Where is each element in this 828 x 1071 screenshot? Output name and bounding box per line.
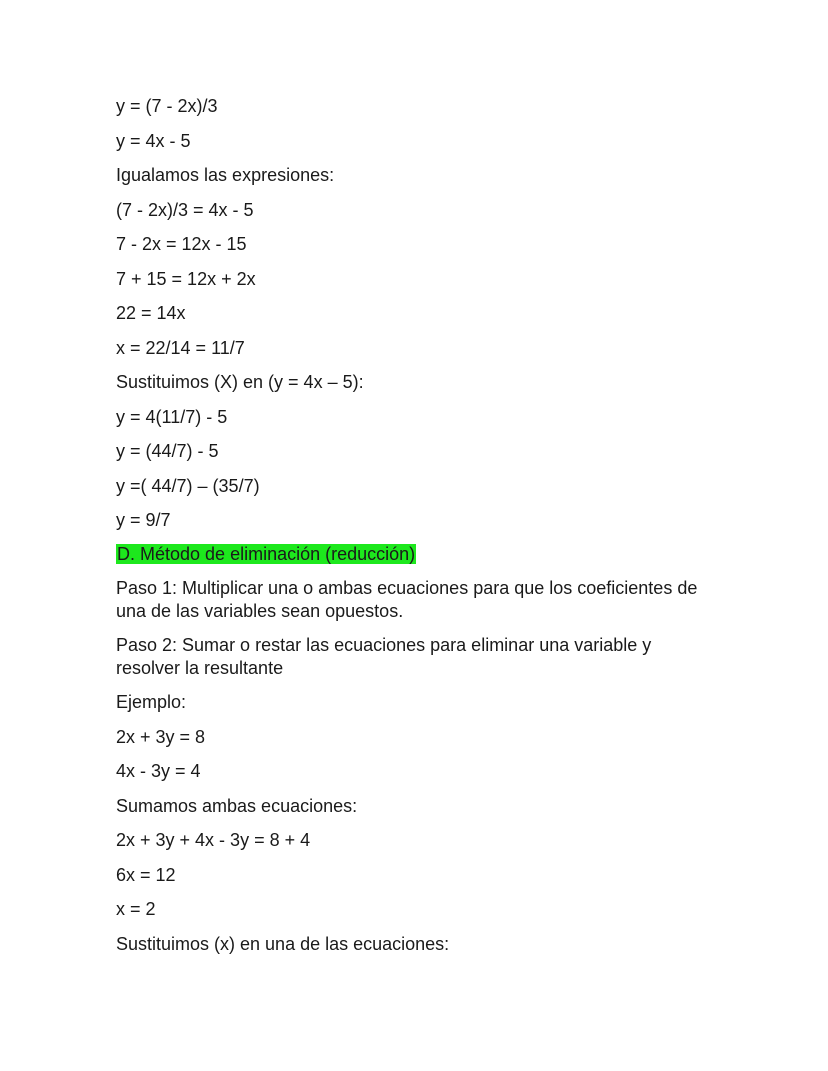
equation-line: 6x = 12 [116,865,176,885]
equation-line: (7 - 2x)/3 = 4x - 5 [116,200,254,220]
step-paragraph: Paso 2: Sumar o restar las ecuaciones para eliminar una variable y resolver la resultante [116,635,652,678]
text-line: Sustituimos (X) en (y = 4x – 5): [116,372,364,392]
equation-line: x = 2 [116,899,156,919]
step-paragraph: Paso 1: Multiplicar una o ambas ecuaciones para que los coeficientes de una de las variables sean opuestos. [116,578,698,621]
section-heading [116,543,416,566]
equation-line: y = 9/7 [116,510,171,530]
equation-line: y = (7 - 2x)/3 [116,96,218,116]
text-line: Sumamos ambas ecuaciones: [116,796,358,816]
text-line: Sustituimos (x) en una de las ecuaciones: [116,934,450,954]
equation-line: x = 22/14 = 11/7 [116,338,245,358]
equation-line: 2x + 3y + 4x - 3y = 8 + 4 [116,830,311,850]
equation-line: 7 - 2x = 12x - 15 [116,234,247,254]
equation-line: 7 + 15 = 12x + 2x [116,269,256,289]
heading-highlight: D. Método de eliminación (reducción) [117,544,416,564]
text-line: Igualamos las expresiones: [116,165,335,185]
equation-line: 2x + 3y = 8 [116,727,206,747]
equation-line: y = 4(11/7) - 5 [116,407,228,427]
equation-line: y = 4x - 5 [116,131,191,151]
equation-line: 22 = 14x [116,303,186,323]
equation-line: y =( 44/7) – (35/7) [116,476,260,496]
equation-line: 4x - 3y = 4 [116,761,201,781]
text-line: Ejemplo: [116,692,187,712]
equation-line: y = (44/7) - 5 [116,441,219,461]
